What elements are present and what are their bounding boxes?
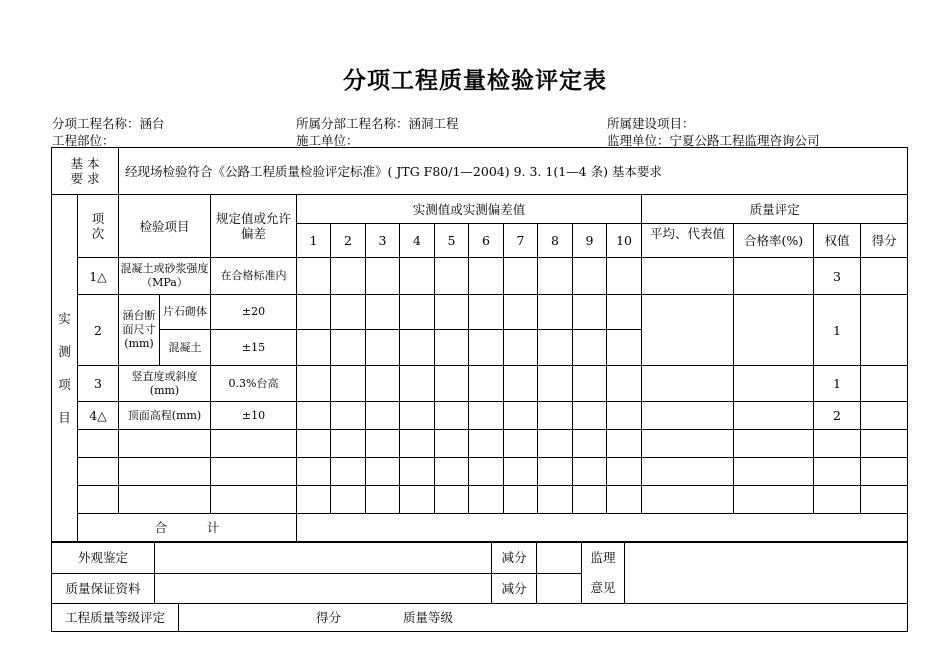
row-weight: 3 [814, 258, 861, 295]
col-number: 5 [435, 224, 469, 258]
row-spec: ±20 [211, 295, 297, 330]
row-item: 涵台断面尺寸(mm) [119, 295, 160, 366]
construction-project: 所属建设项目： [607, 116, 695, 131]
grade-eval-label: 工程质量等级评定 [52, 604, 179, 632]
footer-table [51, 542, 908, 632]
col-number: 9 [573, 224, 607, 258]
col-number: 8 [538, 224, 573, 258]
score-header: 得分 [861, 224, 908, 258]
deduct-label: 减分 [492, 543, 537, 574]
col-number: 3 [366, 224, 400, 258]
weight-header: 权值 [814, 224, 861, 258]
row-no: 3 [78, 366, 119, 402]
col-number: 10 [607, 224, 642, 258]
item-no-header: 项 次 [78, 195, 119, 258]
col-number: 1 [297, 224, 331, 258]
contractor: 施工单位： [296, 133, 359, 148]
supervision-label: 监理 意见 [582, 543, 625, 604]
row-no: 2 [78, 295, 119, 366]
measured-header: 实测值或实测偏差值 [297, 195, 642, 224]
parent-name: 所属分部工程名称：涵洞工程 [296, 116, 459, 131]
quality-docs-label: 质量保证资料 [52, 573, 155, 604]
total-label: 合 计 [78, 514, 297, 542]
row-no: 4△ [78, 402, 119, 430]
side-label: 实 测 项 目 [52, 195, 78, 542]
supervisor: 监理单位：宁夏公路工程监理咨询公司 [607, 133, 820, 148]
row-weight: 1 [814, 295, 861, 366]
col-number: 4 [400, 224, 435, 258]
site: 工程部位： [52, 133, 115, 148]
score-label: 得分 [316, 610, 342, 625]
check-item-header: 检验项目 [119, 195, 211, 258]
row-item: 竖直度或斜度(mm) [119, 366, 211, 402]
row-weight: 1 [814, 366, 861, 402]
col-number: 2 [331, 224, 366, 258]
row-spec: 0.3%台高 [211, 366, 297, 402]
avg-header: 平均、代表值 [642, 224, 734, 258]
basic-requirements-text: 经现场检验符合《公路工程质量检验评定标准》( JTG F80/1—2004) 9. 3. 1(1—4 条) 基本要求 [119, 148, 908, 195]
deduct-label: 减分 [492, 573, 537, 604]
pass-rate-header: 合格率(%) [734, 224, 814, 258]
row-subitem: 混凝土 [160, 330, 211, 366]
inspection-table [51, 147, 908, 542]
col-number: 7 [504, 224, 538, 258]
appearance-label: 外观鉴定 [52, 543, 155, 574]
row-no: 1△ [78, 258, 119, 295]
row-subitem: 片石砌体 [160, 295, 211, 330]
row-weight: 2 [814, 402, 861, 430]
grade-label: 质量等级 [403, 610, 454, 625]
col-number: 6 [469, 224, 504, 258]
subitem-name: 分项工程名称：涵台 [52, 116, 165, 131]
row-item: 顶面高程(mm) [119, 402, 211, 430]
page-title: 分项工程质量检验评定表 [343, 68, 607, 94]
quality-header: 质量评定 [642, 195, 908, 224]
row-spec: ±10 [211, 402, 297, 430]
basic-requirements-label: 基 本 要 求 [52, 148, 119, 195]
row-spec: ±15 [211, 330, 297, 366]
row-item: 混凝土或砂浆强度（MPa） [119, 258, 211, 295]
row-spec: 在合格标准内 [211, 258, 297, 295]
spec-header: 规定值或允许偏差 [211, 195, 297, 258]
